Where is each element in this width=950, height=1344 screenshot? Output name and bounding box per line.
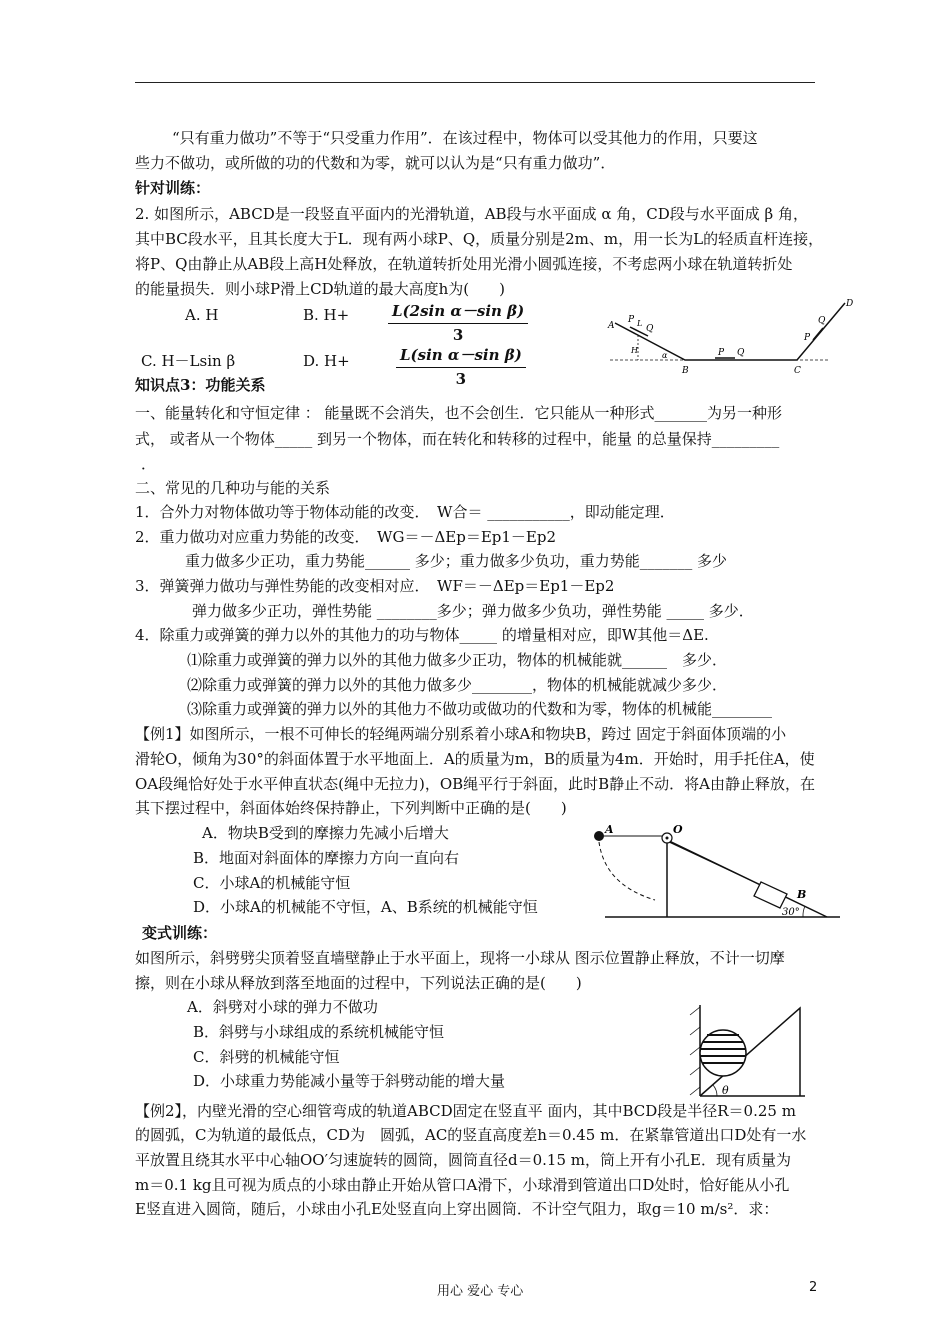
page-number: 2 <box>809 1280 818 1295</box>
label-h: H <box>631 346 638 355</box>
ball-a <box>594 831 604 841</box>
variant-line-1: 如图所示，斜劈劈尖顶着竖直墙壁静止于水平面上，现将一小球从 图示位置静止释放，不计一切摩 <box>135 949 785 967</box>
variant-option-a: A．斜劈对小球的弹力不做功 <box>187 998 378 1016</box>
relations-title: 二、常见的几种功与能的关系 <box>135 479 331 497</box>
label-a: A <box>608 321 615 331</box>
q2-fraction-b <box>388 300 528 344</box>
law-line-3: ． <box>141 455 157 473</box>
wall-hatch <box>690 1007 700 1015</box>
variant-line-2: 擦，则在小球从释放到落至地面的过程中，下列说法正确的是( ) <box>135 974 582 992</box>
example1-option-a: A．物块B受到的摩擦力先减小后增大 <box>202 824 449 842</box>
label-q: Q <box>646 324 654 334</box>
q2-line-3: 将P、Q由静止从AB段上高H处释放，在轨道转折处用光滑小圆弧连接，不考虑两小球在轨道转折处 <box>135 255 793 273</box>
example2-line-1: 【例2】，内壁光滑的空心细管弯成的轨道ABCD固定在竖直平 面内，其中BCD段是半径R＝0.25 m <box>135 1102 796 1120</box>
fraction-d-numerator: L(sin α－sin β) <box>396 344 526 368</box>
label-angle-30: 30° <box>782 907 800 918</box>
q2-line-4: 的能量损失．则小球P滑上CD轨道的最大高度h为( ) <box>135 280 505 298</box>
label-p-middle: P <box>718 348 725 358</box>
intro-line-1: “只有重力做功”不等于“只受重力作用”．在该过程中，物体可以受其他力的作用，只要这 <box>172 129 758 147</box>
relation-4c: ⑶除重力或弹簧的弹力以外的其他力不做功或做功的代数和为零，物体的机械能________ <box>187 700 773 718</box>
label-l: L <box>637 319 643 328</box>
rod-pq-end <box>813 328 823 340</box>
label-a: A <box>605 823 614 836</box>
example1-incline-figure <box>585 820 845 925</box>
q2-line-1: 2. 如图所示，ABCD是一段竖直平面内的光滑轨道，AB段与水平面成 α 角，CD段与水平面成 β 角， <box>135 205 808 223</box>
example1-option-d: D．小球A的机械能不守恒，A、B系统的机械能守恒 <box>193 898 538 916</box>
example1-line-1: 【例1】如图所示，一根不可伸长的轻绳两端分别系着小球A和物块B，跨过 固定于斜面体顶端的小 <box>135 725 787 743</box>
example2-line-2: 的圆弧，C为轨道的最低点，CD为 圆弧，AC的竖直高度差h＝0.45 m．在紧靠管道出口D处有一水 <box>135 1126 807 1144</box>
variant-wedge-figure <box>685 1000 815 1100</box>
example1-line-4: 其下摆过程中，斜面体始终保持静止，下列判断中正确的是( ) <box>135 799 567 817</box>
swing-path <box>599 842 655 900</box>
relation-3: 3．弹簧弹力做功与弹性势能的改变相对应． WF＝－ΔEp＝Ep1－Ep2 <box>135 577 615 595</box>
q2-option-b: B. H+ <box>303 306 350 324</box>
q2-option-d: D. H+ <box>303 352 350 370</box>
example2-line-4: m＝0.1 kg且可视为质点的小球由静止开始从管口A滑下，小球滑到管道出口D处时，恰好能从小孔 <box>135 1176 790 1194</box>
pulley-axle <box>666 837 669 840</box>
q2-option-c: C. H－Lsin β <box>141 352 236 370</box>
variant-option-c: C．斜劈的机械能守恒 <box>193 1048 340 1066</box>
relation-4b: ⑵除重力或弹簧的弹力以外的其他力做多少________，物体的机械能就减少多少． <box>187 676 728 694</box>
relation-4: 4．除重力或弹簧的弹力以外的其他力的功与物体_____ 的增量相对应，即W其他＝ΔE. <box>135 626 709 644</box>
section-title-training: 针对训练： <box>135 179 211 197</box>
rope-ob <box>669 842 767 888</box>
knowledge-point-3-title: 知识点3：功能关系 <box>135 376 266 394</box>
variant-option-d: D．小球重力势能减小量等于斜劈动能的增大量 <box>193 1072 506 1090</box>
label-q-end: Q <box>818 316 826 326</box>
label-b: B <box>797 888 807 901</box>
angle-arc <box>803 906 805 917</box>
intro-line-2: 些力不做功，或所做的功的代数和为零，就可以认为是“只有重力做功”． <box>135 154 616 172</box>
wall-hatch <box>690 1087 700 1095</box>
label-theta: θ <box>722 1084 729 1097</box>
label-c: C <box>794 366 801 376</box>
angle-arc <box>713 1085 717 1096</box>
q2-track-figure <box>600 295 860 380</box>
example1-line-2: 滑轮O，倾角为30°的斜面体置于水平地面上．A的质量为m，B的质量为4m．开始时，用手托住A，使 <box>135 750 815 768</box>
ball <box>700 1030 746 1076</box>
example2-line-5: E竖直进入圆筒，随后，小球由小孔E处竖直向上穿出圆筒．不计空气阻力，取g＝10 m/s²．求： <box>135 1200 779 1218</box>
wall-hatch <box>690 1027 700 1035</box>
fraction-d-denominator: 3 <box>455 370 467 388</box>
relation-2b: 重力做多少正功，重力势能______ 多少；重力做多少负功，重力势能_______ 多少 <box>185 552 728 570</box>
example1-option-c: C．小球A的机械能守恒 <box>193 874 351 892</box>
q2-line-2: 其中BC段水平，且其长度大于L．现有两小球P、Q，质量分别是2m、m，用一长为L的轻质直杆连接， <box>135 230 824 248</box>
header-rule <box>135 82 815 83</box>
example1-option-b: B．地面对斜面体的摩擦力方向一直向右 <box>193 849 460 867</box>
wall-hatch <box>690 1047 700 1055</box>
label-alpha: α <box>662 351 668 360</box>
relation-2: 2．重力做功对应重力势能的改变． WG＝－ΔEp＝Ep1－Ep2 <box>135 528 557 546</box>
relation-1: 1．合外力对物体做功等于物体动能的改变． W合＝ ___________，即动能定理． <box>135 503 675 521</box>
label-d: D <box>846 299 854 309</box>
variant-option-b: B．斜劈与小球组成的系统机械能守恒 <box>193 1023 445 1041</box>
q2-fraction-d <box>396 344 526 388</box>
fraction-b-denominator: 3 <box>452 326 464 344</box>
fraction-b-numerator: L(2sin α－sin β) <box>388 300 528 324</box>
variant-training-title: 变式训练： <box>142 924 218 942</box>
label-p: P <box>628 315 635 325</box>
law-line-1: 一、能量转化和守恒定律 ： 能量既不会消失，也不会创生．它只能从一种形式_______为另一种形 <box>135 404 783 422</box>
footer-slogan: 用心 爱心 专心 <box>437 1284 524 1299</box>
label-q-middle: Q <box>737 348 745 358</box>
label-b: B <box>682 366 689 376</box>
example2-line-3: 平放置且绕其水平中心轴OO′匀速旋转的圆筒，圆筒直径d＝0.15 m，筒上开有小孔E．现有质量为 <box>135 1151 791 1169</box>
example1-line-3: OA段绳恰好处于水平伸直状态(绳中无拉力)，OB绳平行于斜面，此时B静止不动．将A由静止释放，在 <box>135 775 816 793</box>
law-line-2: 式， 或者从一个物体_____ 到另一个物体，而在转化和转移的过程中，能量 的总量保持_________ <box>135 430 780 448</box>
wall-hatch <box>690 1067 700 1075</box>
block-b <box>754 882 787 908</box>
label-p-end: P <box>804 333 811 343</box>
q2-option-a: A. H <box>185 306 219 324</box>
relation-4a: ⑴除重力或弹簧的弹力以外的其他力做多少正功，物体的机械能就______ 多少． <box>187 651 728 669</box>
label-o: O <box>673 823 683 836</box>
relation-3b: 弹力做多少正功，弹性势能 ________多少；弹力做多少负功，弹性势能 _____ 多少． <box>192 602 754 620</box>
